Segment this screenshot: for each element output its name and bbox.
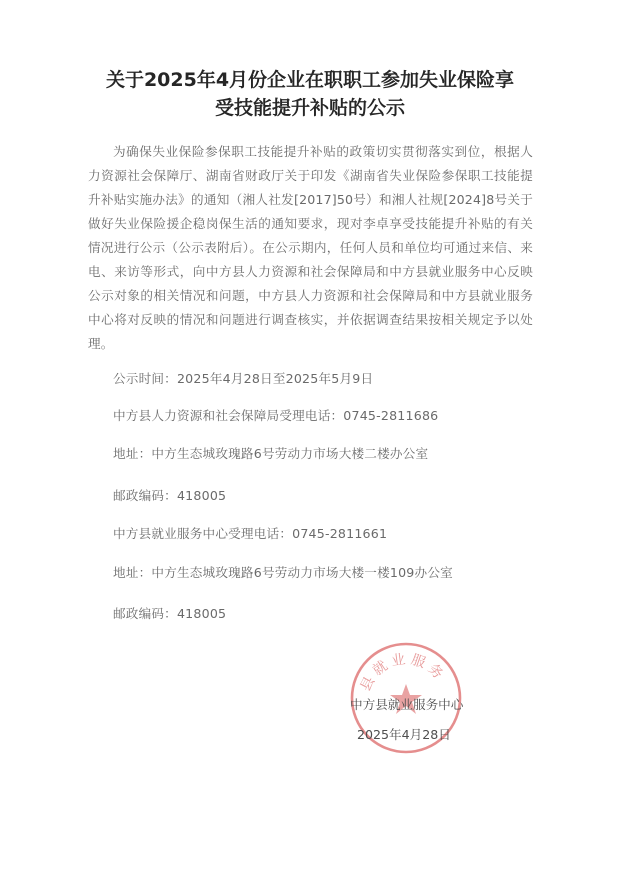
hrss-phone: 中方县人力资源和社会保障局受理电话：0745-2811686 [113,408,439,423]
employment-center-phone: 中方县就业服务中心受理电话：0745-2811661 [113,526,388,541]
employment-center-postcode: 邮政编码：418005 [113,606,227,621]
seal-text: 县就业服务 [357,651,449,695]
signature-organization: 中方县就业服务中心 [350,697,464,712]
employment-center-address: 地址：中方生态城玫瑰路6号劳动力市场大楼一楼109办公室 [113,565,453,580]
body-paragraph: 为确保失业保险参保职工技能提升补贴的政策切实贯彻落实到位，根据人力资源社会保障厅、湖南省财政厅关于印发《湖南省失业保险参保职工技能提升补贴实施办法》的通知（湘人社发[2017]50号）和湘人社规[2024]8号关于做好失业保险援企稳岗保生活的通知要求，现对李卓享受技能提升补贴的有关情况进行公示（公示表附后）。在公示期内，任何人员和单位均可通过来信、来电、来访等形式，向中方县人力资源和社会保障局和中方县就业服务中心反映公示对象的相关情况和问题，中方县人力资源和社会保障局和中方县就业服务中心将对反映的情况和问题进行调查核实，并依据调查结果按相关规定予以处理。 [88,144,533,351]
title-line-1: 关于2025年4月份企业在职职工参加失业保险享 [105,69,515,91]
title-line-2: 受技能提升补贴的公示 [214,97,405,119]
document-title [80,66,540,122]
hrss-postcode: 邮政编码：418005 [113,488,227,503]
hrss-address: 地址：中方生态城玫瑰路6号劳动力市场大楼二楼办公室 [113,446,429,461]
signature-date: 2025年4月28日 [357,727,451,742]
publicity-period: 公示时间：2025年4月28日至2025年5月9日 [113,371,374,386]
